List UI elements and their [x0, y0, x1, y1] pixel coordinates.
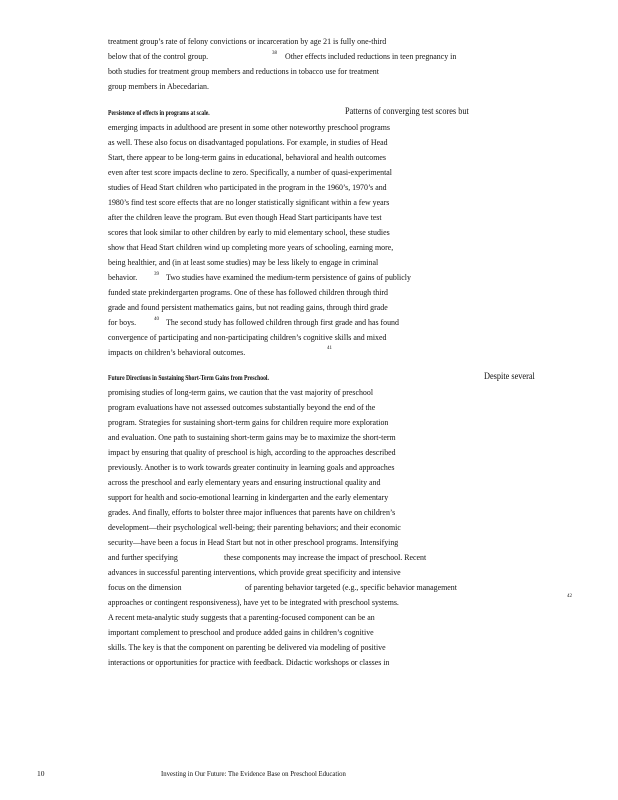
section-heading: Future Directions in Sustaining Short-Term Gains from Preschool.: [108, 374, 269, 382]
page-number: 10: [37, 769, 45, 778]
text-line: scores that look similar to other children by early to mid elementary school, these studies: [108, 227, 390, 237]
text-line: even after test score impacts decline to zero. Specifically, a number of quasi-experimental: [108, 167, 392, 177]
text-line: promising studies of long-term gains, we caution that the vast majority of preschool: [108, 387, 374, 397]
text-line: convergence of participating and non-participating children’s cognitive skills and mixed: [108, 332, 387, 342]
text-line: Two studies have examined the medium-term persistence of gains of publicly: [166, 272, 411, 282]
text-line: advances in successful parenting interventions, which provide great specificity and intensive: [108, 567, 401, 577]
text-line: funded state prekindergarten programs. One of these has followed children through third: [108, 287, 389, 297]
text-line: grade and found persistent mathematics gains, but not reading gains, through third grade: [108, 302, 388, 312]
text-line: grades. And finally, efforts to bolster three major influences that parents have on children’s: [108, 507, 396, 517]
text-line: below that of the control group.: [108, 51, 209, 61]
text-line: behavior.: [108, 272, 138, 282]
text-line: impact by ensuring that quality of preschool is high, according to the approaches described: [108, 447, 396, 457]
text-line: Patterns of converging test scores but: [345, 106, 469, 116]
text-line: previously. Another is to work towards greater continuity in learning goals and approaches: [108, 462, 395, 472]
text-line: for boys.: [108, 317, 137, 327]
text-line: focus on the dimension: [108, 582, 182, 592]
text-line: 1980’s find test score effects that are no longer statistically significant within a few years: [108, 197, 390, 207]
footnote-ref-42: 42: [567, 594, 572, 599]
text-line: important complement to preschool and produce added gains in children’s cognitive: [108, 627, 374, 637]
running-footer-title: Investing in Our Future: The Evidence Base on Preschool Education: [161, 769, 346, 778]
text-line: skills. The key is that the component on parenting be delivered via modeling of positive: [108, 642, 386, 652]
text-line: across the preschool and early elementary years and ensuring instructional quality and: [108, 477, 381, 487]
text-line: development—their psychological well-being; their parenting behaviors; and their economic: [108, 522, 401, 532]
text-line: Start, there appear to be long-term gains in educational, behavioral and health outcomes: [108, 152, 386, 162]
footnote-ref-39: 39: [154, 272, 159, 277]
text-line: impacts on children’s behavioral outcomes.: [108, 347, 246, 357]
text-line: A recent meta-analytic study suggests that a parenting-focused component can be an: [108, 612, 375, 622]
text-line: of parenting behavior targeted (e.g., specific behavior management: [245, 582, 457, 592]
text-line: The second study has followed children through first grade and has found: [166, 317, 399, 327]
text-line: program. Strategies for sustaining short-term gains for children require more exploration: [108, 417, 389, 427]
text-line: being healthier, and (in at least some studies) may be less likely to engage in criminal: [108, 257, 379, 267]
text-line: Despite several: [484, 371, 535, 381]
text-line: support for health and socio-emotional learning in kindergarten and the early elementary: [108, 492, 389, 502]
footnote-ref-40: 40: [154, 317, 159, 322]
text-line: show that Head Start children wind up completing more years of schooling, earning more,: [108, 242, 394, 252]
text-line: and further specifying: [108, 552, 178, 562]
text-line: as well. These also focus on disadvantaged populations. For example, in studies of Head: [108, 137, 388, 147]
text-line: these components may increase the impact of preschool. Recent: [224, 552, 427, 562]
text-line: security—have been a focus in Head Start but not in other preschool programs. Intensifying: [108, 537, 399, 547]
text-line: both studies for treatment group members and reductions in tobacco use for treatment: [108, 66, 379, 76]
footnote-ref-41: 41: [327, 346, 332, 351]
text-line: Other effects included reductions in teen pregnancy in: [285, 51, 457, 61]
text-line: group members in Abecedarian.: [108, 81, 209, 91]
text-line: treatment group’s rate of felony convictions or incarceration by age 21 is fully one-third: [108, 36, 387, 46]
section-heading: Persistence of effects in programs at scale.: [108, 109, 210, 117]
text-line: and evaluation. One path to sustaining short-term gains may be to maximize the short-term: [108, 432, 396, 442]
text-line: emerging impacts in adulthood are present in some other noteworthy preschool programs: [108, 122, 390, 132]
footnote-ref-38: 38: [272, 51, 277, 56]
text-line: program evaluations have not assessed outcomes substantially beyond the end of the: [108, 402, 376, 412]
text-line: approaches or contingent responsiveness), have yet to be integrated with preschool systems.: [108, 597, 399, 607]
text-line: studies of Head Start children who participated in the program in the 1960’s, 1970’s and: [108, 182, 387, 192]
text-line: interactions or opportunities for practice with feedback. Didactic workshops or classes in: [108, 657, 390, 667]
text-line: after the children leave the program. But even though Head Start participants have test: [108, 212, 382, 222]
